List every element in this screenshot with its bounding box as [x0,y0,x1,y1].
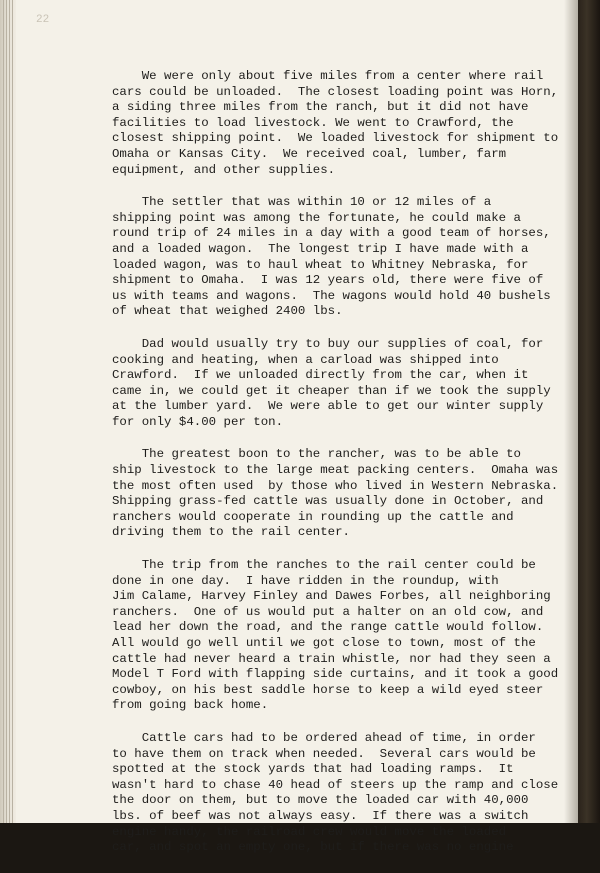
text-line: and a loaded wagon. The longest trip I have made with a [112,241,529,256]
text-line: cars could be unloaded. The closest loading point was Horn, [112,84,559,99]
text-line: of wheat that weighed 2400 lbs. [112,304,343,319]
text-line: round trip of 24 miles in a day with a good team of horses, [112,226,551,241]
text-line: a siding three miles from the ranch, but it did not have [112,100,529,115]
text-line: Cattle cars had to be ordered ahead of time, in order [112,730,536,745]
text-line: spotted at the stock yards that had loading ramps. It [112,762,514,777]
text-line: wasn't hard to chase 40 head of steers up the ramp and close [112,777,559,792]
text-line: cooking and heating, when a carload was shipped into [112,352,499,367]
page-number: 22 [36,14,50,26]
paragraph [112,558,572,714]
text-line: driving them to the rail center. [112,525,350,540]
text-line: We were only about five miles from a center where rail [112,69,544,83]
text-line: The settler that was within 10 or 12 miles of a [112,195,492,210]
text-line: us with teams and wagons. The wagons would hold 40 bushels [112,288,551,303]
text-line: lead her down the road, and the range cattle would follow. [112,620,544,635]
text-line: cowboy, on his best saddle horse to keep a wild eyed steer [112,682,544,697]
text-line: car, and spot an empty one, but if there was no engine [112,840,514,855]
text-line: lbs. of beef was not always easy. If there was a switch [112,808,529,823]
text-line: for only $4.00 per ton. [112,414,284,429]
text-line: ship livestock to the large meat packing centers. Omaha was [112,463,559,478]
paragraph [112,195,572,320]
text-line: loaded wagon, was to haul wheat to Whitney Nebraska, for [112,257,529,272]
page-edge-line [9,0,10,823]
gutter-shadow [564,0,578,823]
text-line: Dad would usually try to buy our supplies of coal, for [112,336,544,351]
text-line: at the lumber yard. We were able to get our winter supply [112,399,544,414]
page-edge-line [3,0,4,823]
text-line: came in, we could get it cheaper than if we took the supply [112,383,551,398]
paragraph [112,69,572,178]
text-line: The greatest boon to the rancher, was to be able to [112,447,521,462]
text-line: facilities to load livestock. We went to Crawford, the [112,115,514,130]
text-line: closest shipping point. We loaded livestock for shipment to [112,131,559,146]
book-spine-edge [578,0,600,823]
text-line: Omaha or Kansas City. We received coal, lumber, farm [112,146,507,161]
text-line: shipment to Omaha. I was 12 years old, there were five of [112,273,544,288]
text-line: Jim Calame, Harvey Finley and Dawes Forbes, all neighboring [112,589,551,604]
paragraph [112,337,572,431]
text-line: the most often used by those who lived in Western Nebraska. [112,478,559,493]
text-line: the door on them, but to move the loaded car with 40,000 [112,793,529,808]
text-line: Shipping grass-fed cattle was usually done in October, and [112,494,544,509]
text-line: cattle had never heard a train whistle, nor had they seen a [112,651,551,666]
paragraph [112,447,572,541]
text-line: The trip from the ranches to the rail center could be [112,558,536,573]
page-edge-line [6,0,7,823]
text-line: ranchers. One of us would put a halter on an old cow, and [112,604,544,619]
page-stack-edge [0,0,16,823]
text-line: done in one day. I have ridden in the roundup, with [112,573,499,588]
text-line: Crawford. If we unloaded directly from the car, when it [112,368,529,383]
text-line: shipping point was among the fortunate, he could make a [112,210,521,225]
text-line: ranchers would cooperate in rounding up the cattle and [112,509,514,524]
text-line: to have them on track when needed. Several cars would be [112,746,536,761]
page-edge-line [12,0,13,823]
paragraph [112,731,572,856]
document-body [112,69,572,873]
text-line: from going back home. [112,698,269,713]
text-line: engine handy, the railroad crew would move the loaded [112,824,507,839]
text-line: equipment, and other supplies. [112,162,336,177]
text-line: All would go well until we got close to town, most of the [112,636,536,650]
text-line: Model T Ford with flapping side curtains, and it took a good [112,667,559,682]
